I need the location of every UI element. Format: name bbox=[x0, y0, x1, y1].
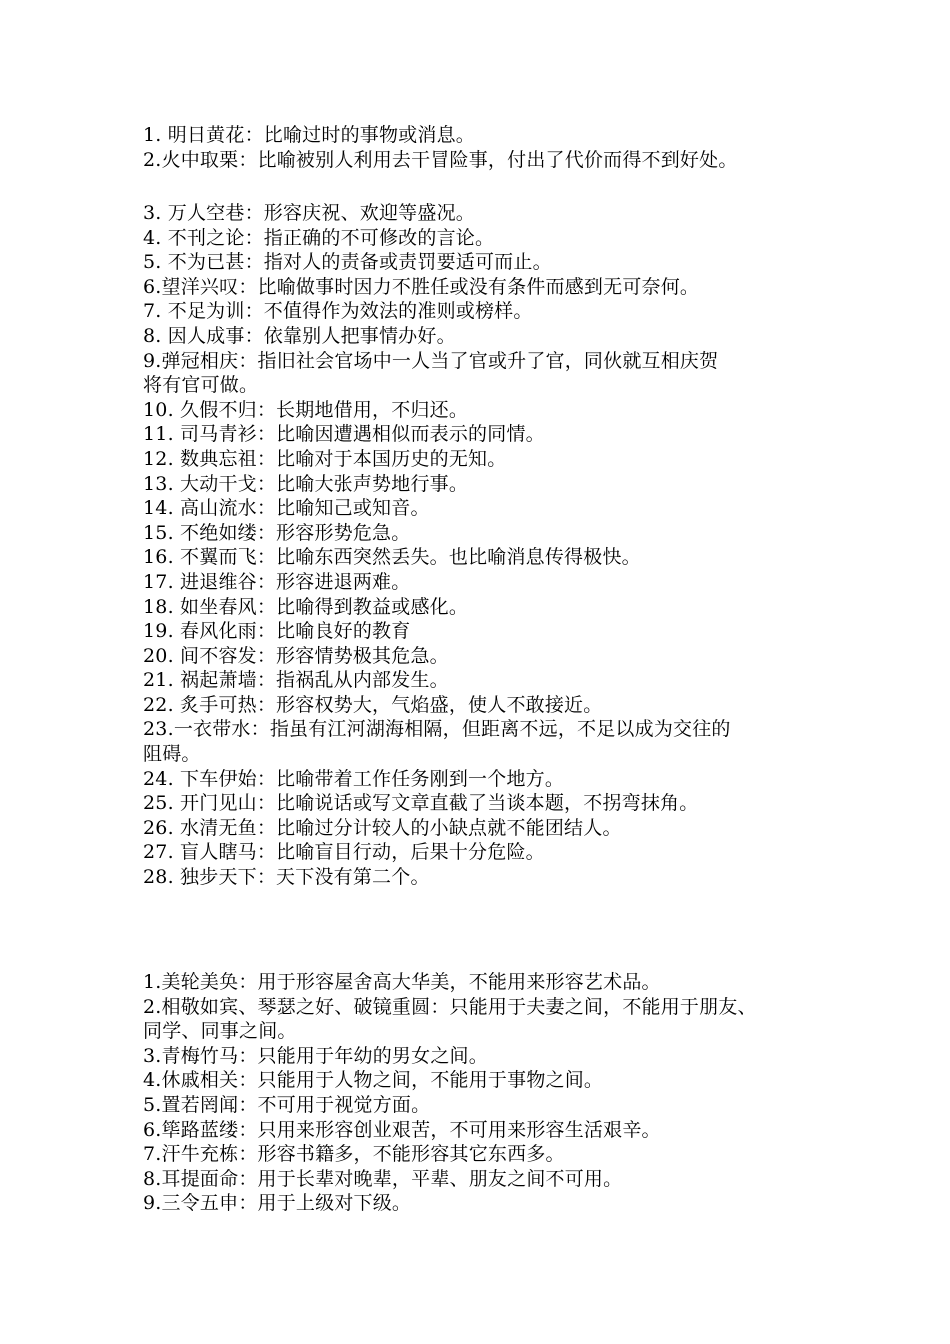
text-line: 27. 盲人瞎马：比喻盲目行动，后果十分危险。 bbox=[143, 841, 545, 864]
text-line: 1.美轮美奂：用于形容屋舍高大华美，不能用来形容艺术品。 bbox=[143, 971, 661, 993]
text-line: 3.青梅竹马：只能用于年幼的男女之间。 bbox=[143, 1044, 488, 1067]
text-line: 19. 春风化雨：比喻良好的教育 bbox=[143, 620, 411, 643]
text-line: 20. 间不容发：形容情势极其危急。 bbox=[143, 644, 449, 667]
text-line: 4. 不刊之论：指正确的不可修改的言论。 bbox=[143, 226, 495, 249]
text-line: 6.望洋兴叹：比喻做事时因力不胜任或没有条件而感到无可奈何。 bbox=[143, 275, 700, 298]
text-line: 同学、同事之间。 bbox=[143, 1020, 297, 1043]
text-line: 12. 数典忘祖：比喻对于本国历史的无知。 bbox=[143, 447, 507, 470]
idiom-usage-notes bbox=[143, 970, 843, 1216]
text-line: 2.相敬如宾、琴瑟之好、破镜重圆：只能用于夫妻之间，不能用于朋友、 bbox=[143, 995, 757, 1018]
text-line: 13. 大动干戈：比喻大张声势地行事。 bbox=[143, 472, 469, 495]
text-line: 28. 独步天下：天下没有第二个。 bbox=[143, 866, 430, 889]
text-line: 2.火中取栗：比喻被别人利用去干冒险事，付出了代价而得不到好处。 bbox=[143, 148, 738, 171]
text-line: 阻碍。 bbox=[143, 743, 201, 766]
text-line: 6.筚路蓝缕：只用来形容创业艰苦，不可用来形容生活艰辛。 bbox=[143, 1118, 661, 1141]
text-line: 25. 开门见山：比喻说话或写文章直截了当谈本题，不拐弯抹角。 bbox=[143, 792, 699, 815]
text-line: 5. 不为已甚：指对人的责备或责罚要适可而止。 bbox=[143, 251, 552, 274]
text-line: 8.耳提面命：用于长辈对晚辈，平辈、朋友之间不可用。 bbox=[143, 1167, 623, 1190]
text-line: 7. 不足为训：不值得作为效法的准则或榜样。 bbox=[143, 300, 533, 323]
text-line: 21. 祸起萧墙：指祸乱从内部发生。 bbox=[143, 669, 449, 692]
text-line: 7.汗牛充栋：形容书籍多，不能形容其它东西多。 bbox=[143, 1143, 565, 1166]
text-line: 15. 不绝如缕：形容形势危急。 bbox=[143, 521, 411, 544]
text-line: 5.置若罔闻：不可用于视觉方面。 bbox=[143, 1093, 431, 1116]
text-line: 18. 如坐春风：比喻得到教益或感化。 bbox=[143, 595, 469, 618]
text-line: 10. 久假不归：长期地借用，不归还。 bbox=[143, 398, 469, 421]
text-line: 9.三令五申：用于上级对下级。 bbox=[143, 1192, 412, 1215]
text-line: 11. 司马青衫：比喻因遭遇相似而表示的同情。 bbox=[143, 423, 545, 446]
text-line: 24. 下车伊始：比喻带着工作任务刚到一个地方。 bbox=[143, 767, 565, 790]
text-line: 16. 不翼而飞：比喻东西突然丢失。也比喻消息传得极快。 bbox=[143, 546, 641, 569]
text-line: 8. 因人成事：依靠别人把事情办好。 bbox=[143, 324, 456, 347]
idiom-list-part-1 bbox=[143, 123, 843, 172]
text-line: 1. 明日黄花：比喻过时的事物或消息。 bbox=[143, 124, 475, 146]
text-line: 23.一衣带水：指虽有江河湖海相隔，但距离不远，不足以成为交往的 bbox=[143, 718, 731, 741]
text-line: 17. 进退维谷：形容进退两难。 bbox=[143, 570, 411, 593]
text-line: 14. 高山流水：比喻知己或知音。 bbox=[143, 497, 430, 520]
text-line: 22. 炙手可热：形容权势大，气焰盛，使人不敢接近。 bbox=[143, 693, 603, 716]
text-line: 26. 水清无鱼：比喻过分计较人的小缺点就不能团结人。 bbox=[143, 816, 622, 839]
text-line: 9.弹冠相庆：指旧社会官场中一人当了官或升了官，同伙就互相庆贺 bbox=[143, 349, 719, 372]
text-line: 4.休戚相关：只能用于人物之间，不能用于事物之间。 bbox=[143, 1069, 604, 1092]
text-line: 3. 万人空巷：形容庆祝、欢迎等盛况。 bbox=[143, 202, 475, 224]
text-line: 将有官可做。 bbox=[143, 374, 259, 397]
idiom-list-part-2 bbox=[143, 201, 843, 890]
